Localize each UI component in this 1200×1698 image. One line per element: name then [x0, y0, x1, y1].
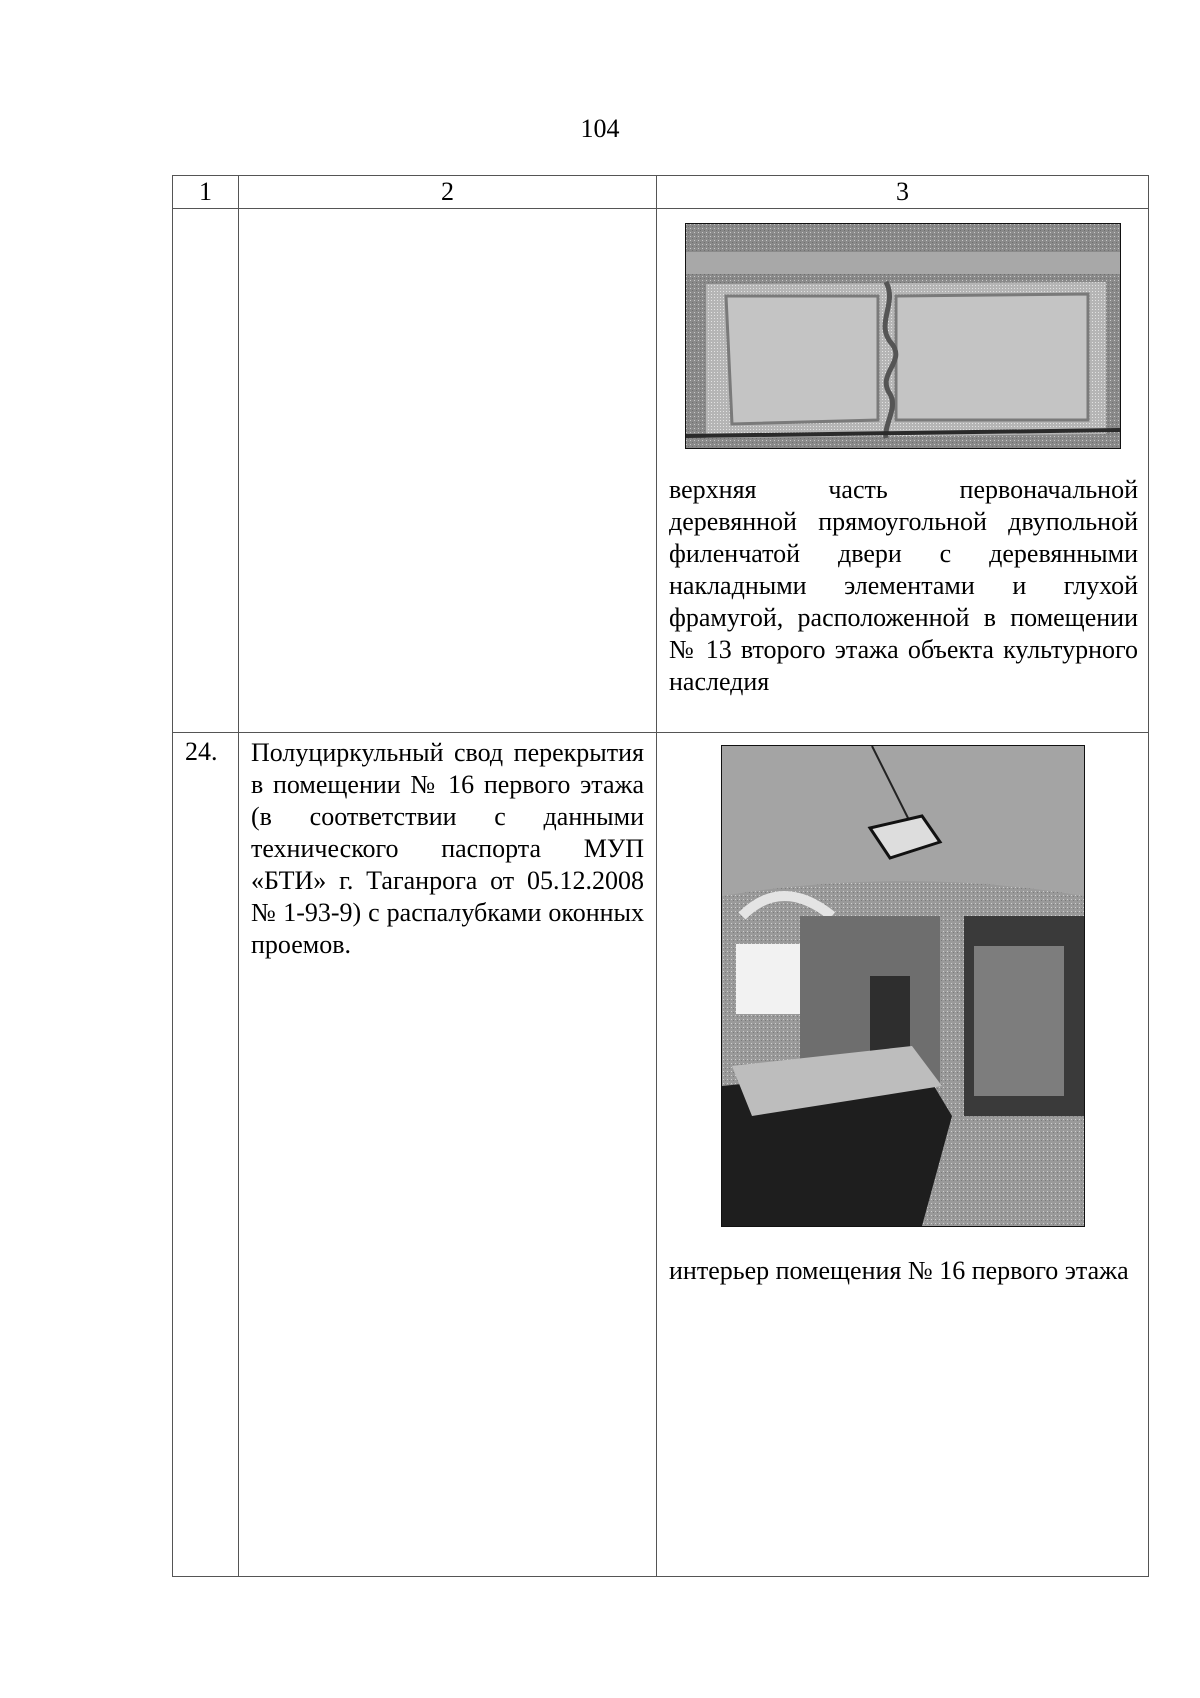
room-photo-caption: интерьер помещения № 16 первого этажа [669, 1256, 1129, 1285]
row-photo-cell [657, 209, 1149, 733]
header-col-1: 1 [173, 176, 239, 209]
row-photo-cell [657, 733, 1149, 1577]
row-description: Полуциркульный свод перекрытия в помещении № 16 первого этажа (в соответствии с данными технического паспорта МУП «БТИ» г. Таганрога от 05.12.2008 № 1-93-9) с распалубками оконных проемов. [239, 733, 657, 1577]
door-photo-icon [685, 223, 1121, 449]
table-row [173, 733, 1149, 1577]
header-col-2: 2 [239, 176, 657, 209]
door-photo-caption: верхняя часть первоначальной деревянной прямоугольной двупольной филенчатой двери с деревянными накладными элементами и глухой фрамугой, расположенной в помещении № 13 второго этажа объекта культурного наследия [669, 475, 1138, 696]
document-table [172, 175, 1149, 1577]
table-header-row [173, 176, 1149, 209]
header-col-3: 3 [657, 176, 1149, 209]
row-number [173, 209, 239, 733]
page-number: 104 [580, 114, 620, 143]
table-row [173, 209, 1149, 733]
row-number: 24. [173, 733, 239, 1577]
row-description [239, 209, 657, 733]
room-interior-photo-icon [721, 745, 1085, 1227]
